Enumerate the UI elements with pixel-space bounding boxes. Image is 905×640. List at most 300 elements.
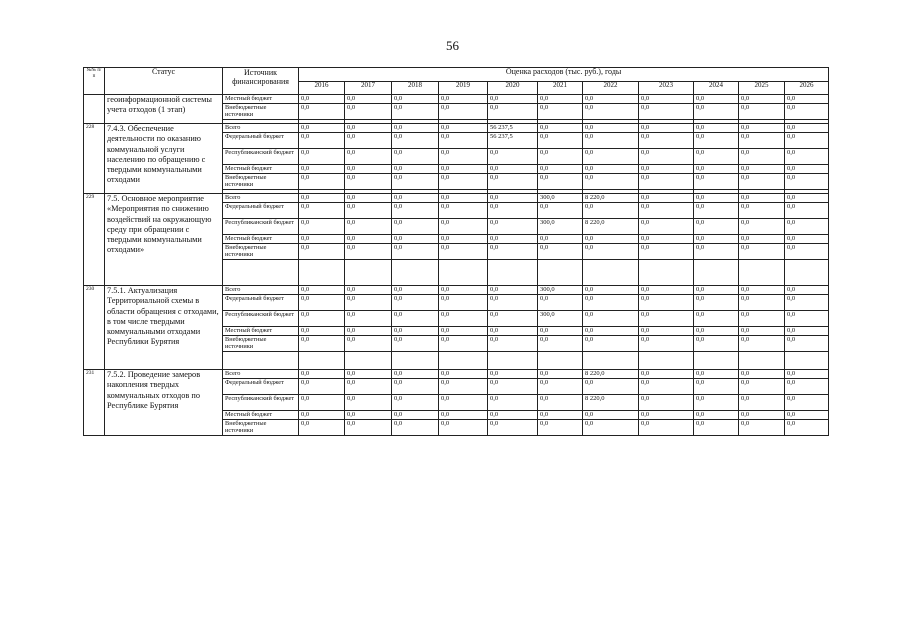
row-value: 0,0 [583, 133, 639, 149]
row-value: 0,0 [694, 327, 739, 336]
row-funding-source: Федеральный бюджет [223, 133, 299, 149]
row-value: 0,0 [538, 124, 583, 133]
row-value: 0,0 [392, 95, 439, 104]
row-value: 0,0 [299, 311, 345, 327]
row-value: 0,0 [583, 165, 639, 174]
row-value: 0,0 [439, 104, 488, 120]
row-funding-source: Федеральный бюджет [223, 295, 299, 311]
row-value: 0,0 [538, 370, 583, 379]
row-value: 0,0 [392, 133, 439, 149]
row-value: 0,0 [739, 395, 785, 411]
row-value: 0,0 [739, 133, 785, 149]
row-funding-source: Республиканский бюджет [223, 219, 299, 235]
row-value: 0,0 [299, 336, 345, 352]
table-row [84, 370, 829, 379]
row-value: 0,0 [439, 95, 488, 104]
row-value: 0,0 [299, 420, 345, 436]
row-value: 0,0 [488, 95, 538, 104]
row-value: 300,0 [538, 219, 583, 235]
row-value: 0,0 [439, 165, 488, 174]
row-value: 0,0 [639, 124, 694, 133]
row-value: 0,0 [639, 244, 694, 260]
row-value: 8 220,0 [583, 370, 639, 379]
spacer-cell [299, 352, 345, 370]
row-value: 0,0 [345, 327, 392, 336]
row-value: 0,0 [439, 311, 488, 327]
row-value: 0,0 [583, 174, 639, 190]
row-value: 0,0 [488, 203, 538, 219]
row-number: 229 [84, 194, 105, 286]
row-value: 0,0 [392, 379, 439, 395]
row-value: 0,0 [392, 235, 439, 244]
row-funding-source: Внебюджетные источники [223, 420, 299, 436]
header-year: 2021 [538, 82, 583, 95]
row-number [84, 95, 105, 124]
row-value: 0,0 [299, 411, 345, 420]
row-value: 0,0 [488, 311, 538, 327]
row-value: 0,0 [583, 311, 639, 327]
row-value: 0,0 [439, 219, 488, 235]
spacer-cell [488, 352, 538, 370]
row-value: 0,0 [583, 286, 639, 295]
spacer-cell [785, 260, 829, 286]
row-value: 0,0 [639, 95, 694, 104]
header-year: 2026 [785, 82, 829, 95]
row-value: 0,0 [583, 104, 639, 120]
row-value: 0,0 [488, 149, 538, 165]
spacer-cell [299, 260, 345, 286]
header-year: 2024 [694, 82, 739, 95]
row-value: 0,0 [785, 219, 829, 235]
row-value: 0,0 [488, 370, 538, 379]
row-value: 0,0 [345, 174, 392, 190]
row-value: 0,0 [639, 286, 694, 295]
row-value: 0,0 [488, 194, 538, 203]
row-value: 0,0 [785, 149, 829, 165]
row-value: 0,0 [299, 235, 345, 244]
row-value: 0,0 [583, 149, 639, 165]
row-value: 0,0 [694, 395, 739, 411]
row-status-title: 7.4.3. Обеспечение деятельности по оказанию коммунальной услуги населению по обращению с твердыми коммунальными отходами [105, 124, 223, 194]
row-value: 0,0 [392, 327, 439, 336]
row-number: 231 [84, 370, 105, 436]
row-value: 0,0 [345, 286, 392, 295]
row-value: 0,0 [739, 203, 785, 219]
row-value: 0,0 [345, 420, 392, 436]
row-value: 0,0 [785, 95, 829, 104]
row-value: 0,0 [538, 235, 583, 244]
row-value: 0,0 [694, 295, 739, 311]
row-value: 0,0 [785, 411, 829, 420]
row-funding-source: Местный бюджет [223, 411, 299, 420]
row-value: 0,0 [299, 395, 345, 411]
budget-table [83, 67, 829, 436]
row-value: 0,0 [538, 149, 583, 165]
spacer-cell [345, 352, 392, 370]
row-value: 0,0 [739, 286, 785, 295]
row-funding-source: Республиканский бюджет [223, 395, 299, 411]
row-value: 0,0 [392, 411, 439, 420]
table-row [84, 286, 829, 295]
row-value: 0,0 [488, 174, 538, 190]
row-value: 0,0 [583, 420, 639, 436]
row-value: 0,0 [694, 149, 739, 165]
row-value: 0,0 [739, 379, 785, 395]
row-funding-source: Федеральный бюджет [223, 203, 299, 219]
table-body [84, 95, 829, 436]
row-value: 0,0 [439, 194, 488, 203]
row-value: 0,0 [392, 165, 439, 174]
spacer-cell [739, 260, 785, 286]
spacer-cell [785, 352, 829, 370]
row-value: 0,0 [345, 295, 392, 311]
row-value: 0,0 [488, 295, 538, 311]
row-value: 0,0 [345, 219, 392, 235]
row-value: 0,0 [694, 244, 739, 260]
row-funding-source: Местный бюджет [223, 235, 299, 244]
spacer-cell [538, 352, 583, 370]
row-value: 0,0 [439, 295, 488, 311]
row-value: 0,0 [639, 336, 694, 352]
row-value: 0,0 [439, 286, 488, 295]
row-value: 0,0 [739, 327, 785, 336]
row-value: 0,0 [392, 149, 439, 165]
row-value: 0,0 [439, 370, 488, 379]
spacer-cell [583, 260, 639, 286]
spacer-cell [392, 260, 439, 286]
spacer-cell [739, 352, 785, 370]
row-value: 0,0 [345, 104, 392, 120]
row-value: 8 220,0 [583, 395, 639, 411]
row-value: 0,0 [694, 95, 739, 104]
row-funding-source: Местный бюджет [223, 95, 299, 104]
row-value: 0,0 [345, 411, 392, 420]
row-value: 0,0 [639, 420, 694, 436]
row-value: 0,0 [392, 311, 439, 327]
row-value: 0,0 [345, 149, 392, 165]
row-value: 0,0 [583, 95, 639, 104]
row-value: 0,0 [488, 165, 538, 174]
row-value: 0,0 [639, 104, 694, 120]
row-value: 0,0 [488, 244, 538, 260]
row-value: 0,0 [392, 203, 439, 219]
row-value: 0,0 [439, 420, 488, 436]
row-value: 0,0 [538, 420, 583, 436]
row-funding-source: Федеральный бюджет [223, 379, 299, 395]
row-value: 300,0 [538, 194, 583, 203]
row-value: 0,0 [739, 165, 785, 174]
row-value: 0,0 [392, 336, 439, 352]
row-value: 0,0 [299, 104, 345, 120]
row-value: 0,0 [739, 244, 785, 260]
row-value: 0,0 [694, 336, 739, 352]
row-value: 0,0 [538, 203, 583, 219]
row-value: 0,0 [639, 165, 694, 174]
row-value: 0,0 [785, 295, 829, 311]
row-value: 0,0 [785, 311, 829, 327]
row-value: 0,0 [392, 194, 439, 203]
row-value: 0,0 [739, 411, 785, 420]
row-value: 0,0 [785, 244, 829, 260]
row-number: 230 [84, 286, 105, 370]
table-row [84, 194, 829, 203]
row-value: 0,0 [345, 124, 392, 133]
row-value: 0,0 [345, 165, 392, 174]
row-value: 0,0 [639, 149, 694, 165]
row-value: 8 220,0 [583, 219, 639, 235]
row-value: 0,0 [345, 370, 392, 379]
row-value: 0,0 [392, 174, 439, 190]
row-value: 0,0 [694, 124, 739, 133]
table-header [84, 68, 829, 95]
row-value: 0,0 [639, 174, 694, 190]
row-value: 0,0 [785, 194, 829, 203]
row-value: 0,0 [785, 379, 829, 395]
header-estimate: Оценка расходов (тыс. руб.), годы [299, 68, 829, 82]
row-value: 0,0 [299, 133, 345, 149]
spacer-cell [538, 260, 583, 286]
header-num: №№ п/п [84, 68, 105, 95]
row-value: 0,0 [538, 95, 583, 104]
spacer-cell [392, 352, 439, 370]
row-status-title: 7.5.2. Проведение замеров накопления твердых коммунальных отходов по Республике Бурятия [105, 370, 223, 436]
header-year: 2018 [392, 82, 439, 95]
row-value: 0,0 [583, 235, 639, 244]
row-value: 0,0 [639, 194, 694, 203]
row-value: 8 220,0 [583, 194, 639, 203]
header-year: 2016 [299, 82, 345, 95]
row-value: 0,0 [785, 395, 829, 411]
row-value: 0,0 [739, 124, 785, 133]
row-value: 0,0 [639, 395, 694, 411]
row-value: 0,0 [439, 149, 488, 165]
row-value: 56 237,5 [488, 133, 538, 149]
row-value: 0,0 [739, 194, 785, 203]
row-funding-source: Местный бюджет [223, 165, 299, 174]
header-year: 2020 [488, 82, 538, 95]
row-value: 0,0 [345, 194, 392, 203]
row-value: 0,0 [538, 165, 583, 174]
row-value: 0,0 [739, 295, 785, 311]
spacer-cell [639, 260, 694, 286]
row-value: 0,0 [439, 379, 488, 395]
row-value: 0,0 [785, 235, 829, 244]
row-value: 0,0 [538, 327, 583, 336]
row-value: 0,0 [639, 327, 694, 336]
header-year: 2023 [639, 82, 694, 95]
row-value: 0,0 [583, 379, 639, 395]
row-number: 228 [84, 124, 105, 194]
row-funding-source: Внебюджетные источники [223, 104, 299, 120]
row-value: 0,0 [488, 219, 538, 235]
row-value: 0,0 [639, 311, 694, 327]
row-value: 0,0 [299, 174, 345, 190]
row-value: 0,0 [538, 336, 583, 352]
row-value: 0,0 [639, 203, 694, 219]
row-value: 0,0 [538, 244, 583, 260]
row-value: 0,0 [739, 370, 785, 379]
row-value: 0,0 [785, 124, 829, 133]
spacer-cell [583, 352, 639, 370]
row-value: 0,0 [739, 104, 785, 120]
row-value: 0,0 [785, 327, 829, 336]
header-status: Статус [105, 68, 223, 95]
row-value: 0,0 [785, 203, 829, 219]
row-value: 0,0 [694, 104, 739, 120]
row-value: 0,0 [694, 420, 739, 436]
row-value: 0,0 [299, 327, 345, 336]
row-value: 0,0 [739, 336, 785, 352]
row-value: 0,0 [583, 244, 639, 260]
row-value: 0,0 [488, 235, 538, 244]
row-value: 0,0 [488, 395, 538, 411]
row-value: 0,0 [299, 194, 345, 203]
row-value: 0,0 [392, 124, 439, 133]
row-funding-source: Всего [223, 194, 299, 203]
row-value: 0,0 [538, 104, 583, 120]
row-funding-source: Всего [223, 370, 299, 379]
row-value: 0,0 [299, 286, 345, 295]
row-value: 0,0 [345, 311, 392, 327]
row-value: 0,0 [694, 370, 739, 379]
row-value: 0,0 [392, 244, 439, 260]
row-value: 0,0 [439, 395, 488, 411]
row-value: 0,0 [785, 286, 829, 295]
row-value: 0,0 [639, 219, 694, 235]
row-status-title: геоинформационной системы учета отходов (1 этап) [105, 95, 223, 124]
row-value: 0,0 [299, 370, 345, 379]
row-value: 0,0 [439, 124, 488, 133]
row-funding-source: Внебюджетные источники [223, 336, 299, 352]
row-value: 0,0 [785, 174, 829, 190]
row-value: 0,0 [488, 411, 538, 420]
row-value: 0,0 [345, 395, 392, 411]
row-value: 0,0 [785, 420, 829, 436]
row-value: 0,0 [694, 165, 739, 174]
row-value: 0,0 [694, 219, 739, 235]
row-value: 0,0 [299, 379, 345, 395]
row-value: 0,0 [694, 194, 739, 203]
row-value: 0,0 [299, 165, 345, 174]
row-value: 0,0 [785, 336, 829, 352]
row-value: 0,0 [345, 379, 392, 395]
row-value: 0,0 [538, 379, 583, 395]
row-value: 0,0 [299, 244, 345, 260]
row-value: 0,0 [639, 133, 694, 149]
spacer-cell [223, 260, 299, 286]
header-year: 2025 [739, 82, 785, 95]
row-value: 0,0 [694, 133, 739, 149]
row-value: 0,0 [299, 295, 345, 311]
header-year: 2017 [345, 82, 392, 95]
row-value: 0,0 [694, 311, 739, 327]
row-value: 0,0 [299, 203, 345, 219]
row-value: 0,0 [538, 295, 583, 311]
row-value: 0,0 [439, 244, 488, 260]
row-value: 0,0 [739, 420, 785, 436]
row-value: 0,0 [785, 370, 829, 379]
row-value: 0,0 [299, 149, 345, 165]
row-value: 0,0 [583, 336, 639, 352]
row-value: 0,0 [739, 235, 785, 244]
row-value: 0,0 [439, 133, 488, 149]
spacer-cell [488, 260, 538, 286]
row-value: 0,0 [538, 411, 583, 420]
row-value: 0,0 [392, 286, 439, 295]
row-value: 0,0 [488, 286, 538, 295]
row-value: 0,0 [488, 379, 538, 395]
row-value: 0,0 [299, 219, 345, 235]
row-value: 0,0 [785, 165, 829, 174]
row-value: 0,0 [345, 235, 392, 244]
row-value: 300,0 [538, 311, 583, 327]
row-value: 0,0 [392, 395, 439, 411]
spacer-cell [345, 260, 392, 286]
row-value: 0,0 [739, 149, 785, 165]
row-funding-source: Внебюджетные источники [223, 244, 299, 260]
row-value: 0,0 [392, 104, 439, 120]
row-funding-source: Республиканский бюджет [223, 311, 299, 327]
row-value: 0,0 [299, 124, 345, 133]
row-value: 0,0 [538, 174, 583, 190]
header-source: Источник финансирования [223, 68, 299, 95]
row-value: 0,0 [439, 235, 488, 244]
row-value: 0,0 [392, 219, 439, 235]
row-funding-source: Внебюджетные источники [223, 174, 299, 190]
row-value: 300,0 [538, 286, 583, 295]
spacer-cell [439, 352, 488, 370]
row-value: 0,0 [639, 370, 694, 379]
row-value: 0,0 [694, 235, 739, 244]
spacer-cell [694, 260, 739, 286]
row-value: 0,0 [739, 174, 785, 190]
row-value: 0,0 [439, 411, 488, 420]
row-value: 0,0 [785, 133, 829, 149]
page-number: 56 [446, 38, 459, 53]
row-value: 0,0 [538, 133, 583, 149]
row-value: 0,0 [488, 336, 538, 352]
row-value: 56 237,5 [488, 124, 538, 133]
row-value: 0,0 [392, 420, 439, 436]
row-value: 0,0 [345, 336, 392, 352]
row-value: 0,0 [439, 203, 488, 219]
header-year: 2022 [583, 82, 639, 95]
row-value: 0,0 [583, 295, 639, 311]
row-value: 0,0 [299, 95, 345, 104]
row-value: 0,0 [345, 133, 392, 149]
spacer-cell [639, 352, 694, 370]
row-funding-source: Всего [223, 286, 299, 295]
row-value: 0,0 [785, 104, 829, 120]
row-value: 0,0 [439, 174, 488, 190]
row-value: 0,0 [639, 379, 694, 395]
spacer-cell [694, 352, 739, 370]
spacer-cell [223, 352, 299, 370]
row-value: 0,0 [345, 203, 392, 219]
row-value: 0,0 [639, 411, 694, 420]
row-funding-source: Республиканский бюджет [223, 149, 299, 165]
row-value: 0,0 [694, 379, 739, 395]
row-value: 0,0 [488, 104, 538, 120]
row-value: 0,0 [345, 244, 392, 260]
row-value: 0,0 [583, 411, 639, 420]
row-funding-source: Всего [223, 124, 299, 133]
spacer-cell [439, 260, 488, 286]
row-value: 0,0 [488, 420, 538, 436]
row-value: 0,0 [583, 124, 639, 133]
row-value: 0,0 [739, 95, 785, 104]
row-value: 0,0 [639, 295, 694, 311]
